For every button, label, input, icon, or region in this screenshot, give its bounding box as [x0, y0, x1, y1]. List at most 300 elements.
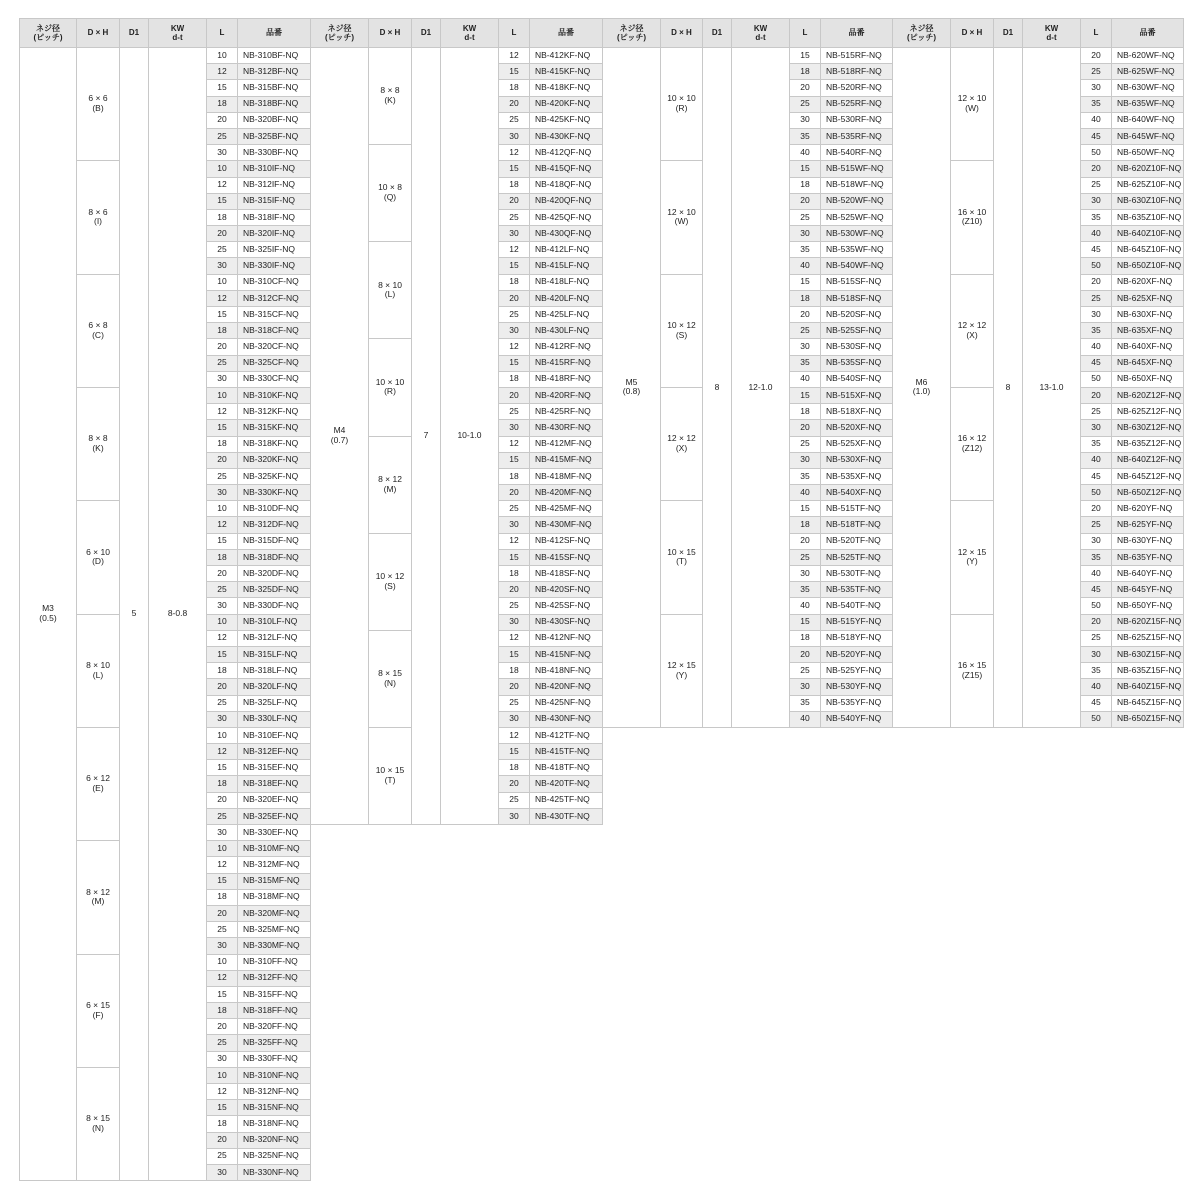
part-number-cell: NB-530TF-NQ	[821, 566, 893, 582]
dxh-cell	[661, 501, 703, 614]
length-cell: 20	[499, 290, 530, 306]
part-number-cell: NB-315EF-NQ	[238, 760, 311, 776]
dxh-size: 8 × 8	[88, 433, 108, 444]
part-number-cell: NB-310BF-NQ	[238, 48, 311, 64]
dxh-code: (Y)	[675, 669, 688, 680]
part-number-cell: NB-630XF-NQ	[1112, 307, 1184, 323]
part-number-cell: NB-520TF-NQ	[821, 533, 893, 549]
dxh-size: 10 × 10	[667, 93, 696, 104]
part-number-cell: NB-420LF-NQ	[530, 290, 603, 306]
part-number-cell: NB-635Z10F-NQ	[1112, 209, 1184, 225]
part-number-cell: NB-650Z12F-NQ	[1112, 485, 1184, 501]
length-cell: 30	[790, 566, 821, 582]
length-cell: 18	[790, 517, 821, 533]
table-body	[893, 48, 1184, 728]
length-cell: 25	[499, 112, 530, 128]
dxh-code: (K)	[92, 443, 104, 454]
length-cell: 25	[499, 598, 530, 614]
length-cell: 12	[207, 970, 238, 986]
length-cell: 15	[499, 646, 530, 662]
length-cell: 12	[207, 64, 238, 80]
dxh-size: 8 × 6	[88, 206, 108, 217]
length-cell: 35	[1081, 323, 1112, 339]
length-cell: 25	[499, 404, 530, 420]
length-cell: 30	[207, 371, 238, 387]
d1-header: D1	[412, 19, 441, 48]
length-cell: 40	[790, 598, 821, 614]
length-cell: 40	[1081, 112, 1112, 128]
part-number-cell: NB-318NF-NQ	[238, 1116, 311, 1132]
part-number-cell: NB-415NF-NQ	[530, 646, 603, 662]
part-number-cell: NB-320NF-NQ	[238, 1132, 311, 1148]
part-number-cell: NB-330DF-NQ	[238, 598, 311, 614]
dxh-code: (E)	[92, 783, 104, 794]
dxh-code: (Y)	[966, 556, 978, 567]
length-cell: 25	[790, 663, 821, 679]
length-cell: 15	[207, 80, 238, 96]
part-number-cell: NB-635XF-NQ	[1112, 323, 1184, 339]
part-number-cell: NB-325MF-NQ	[238, 922, 311, 938]
length-cell: 15	[207, 533, 238, 549]
part-number-cell: NB-515WF-NQ	[821, 161, 893, 177]
thread-header	[603, 19, 661, 48]
part-number-cell: NB-320MF-NQ	[238, 905, 311, 921]
part-number-cell: NB-515XF-NQ	[821, 387, 893, 403]
length-cell: 12	[499, 145, 530, 161]
thread-size-cell	[893, 48, 951, 728]
d1-header: D1	[994, 19, 1023, 48]
length-cell: 12	[499, 242, 530, 258]
length-cell: 15	[207, 873, 238, 889]
dt-header-label: d-t	[755, 33, 766, 42]
length-cell: 30	[1081, 420, 1112, 436]
table-header	[20, 19, 311, 48]
part-number-cell: NB-645XF-NQ	[1112, 355, 1184, 371]
length-cell: 12	[207, 517, 238, 533]
part-number-cell: NB-535WF-NQ	[821, 242, 893, 258]
length-cell: 25	[207, 582, 238, 598]
part-number-cell: NB-635WF-NQ	[1112, 96, 1184, 112]
table-header	[311, 19, 603, 48]
length-cell: 20	[1081, 387, 1112, 403]
length-cell: 25	[207, 242, 238, 258]
part-number-cell: NB-330CF-NQ	[238, 371, 311, 387]
length-cell: 30	[1081, 533, 1112, 549]
length-cell: 30	[499, 808, 530, 824]
length-cell: 35	[790, 355, 821, 371]
dxh-cell	[661, 274, 703, 387]
length-cell: 20	[790, 307, 821, 323]
part-number-header: 品番	[238, 19, 311, 48]
part-number-cell: NB-525TF-NQ	[821, 549, 893, 565]
length-cell: 18	[790, 404, 821, 420]
dxh-cell	[77, 841, 120, 954]
part-number-cell: NB-520RF-NQ	[821, 80, 893, 96]
d1-cell: 8	[994, 48, 1023, 728]
length-cell: 30	[499, 128, 530, 144]
part-number-cell: NB-650Z15F-NQ	[1112, 711, 1184, 727]
dxh-cell	[77, 1067, 120, 1180]
header-row	[603, 19, 893, 48]
length-cell: 20	[1081, 614, 1112, 630]
length-cell: 20	[499, 193, 530, 209]
part-number-cell: NB-530SF-NQ	[821, 339, 893, 355]
dxh-cell	[369, 436, 412, 533]
thread-pitch: (0.5)	[39, 613, 57, 624]
part-number-cell: NB-310EF-NQ	[238, 727, 311, 743]
length-cell: 25	[207, 922, 238, 938]
part-number-cell: NB-415TF-NQ	[530, 744, 603, 760]
dxh-header: D × H	[77, 19, 120, 48]
part-number-cell: NB-425KF-NQ	[530, 112, 603, 128]
length-cell: 18	[207, 209, 238, 225]
dxh-header: D × H	[661, 19, 703, 48]
dxh-size: 12 × 15	[667, 659, 696, 670]
length-cell: 15	[499, 549, 530, 565]
part-number-cell: NB-312EF-NQ	[238, 744, 311, 760]
dt-header-label: d-t	[464, 33, 475, 42]
dxh-size: 12 × 10	[957, 93, 987, 104]
length-cell: 20	[790, 533, 821, 549]
part-number-cell: NB-640XF-NQ	[1112, 339, 1184, 355]
part-number-cell: NB-315DF-NQ	[238, 533, 311, 549]
part-number-cell: NB-325CF-NQ	[238, 355, 311, 371]
length-cell: 12	[207, 857, 238, 873]
length-cell: 20	[499, 485, 530, 501]
pitch-header-label: (ピッチ)	[616, 33, 646, 42]
spec-table-m4	[310, 18, 603, 825]
dxh-code: (K)	[384, 95, 396, 106]
part-number-cell: NB-525WF-NQ	[821, 209, 893, 225]
length-cell: 25	[499, 209, 530, 225]
dxh-cell	[369, 145, 412, 242]
length-cell: 20	[207, 566, 238, 582]
length-cell: 18	[207, 776, 238, 792]
length-cell: 15	[207, 420, 238, 436]
part-number-cell: NB-310IF-NQ	[238, 161, 311, 177]
length-cell: 30	[790, 679, 821, 695]
length-cell: 40	[790, 711, 821, 727]
length-cell: 25	[790, 323, 821, 339]
dxh-code: (Z15)	[961, 669, 983, 680]
length-cell: 15	[207, 193, 238, 209]
length-cell: 50	[1081, 371, 1112, 387]
dxh-cell	[77, 387, 120, 500]
length-cell: 20	[1081, 161, 1112, 177]
thread-size-cell	[311, 48, 369, 825]
length-cell: 30	[1081, 193, 1112, 209]
part-number-cell: NB-430RF-NQ	[530, 420, 603, 436]
length-cell: 30	[1081, 646, 1112, 662]
length-cell: 25	[1081, 517, 1112, 533]
part-number-cell: NB-420RF-NQ	[530, 387, 603, 403]
length-cell: 20	[499, 679, 530, 695]
part-number-cell: NB-330FF-NQ	[238, 1051, 311, 1067]
part-number-cell: NB-625XF-NQ	[1112, 290, 1184, 306]
length-cell: 25	[499, 501, 530, 517]
dxh-code: (T)	[676, 556, 687, 567]
length-cell: 20	[499, 582, 530, 598]
dxh-cell	[77, 501, 120, 614]
length-cell: 12	[207, 290, 238, 306]
length-cell: 40	[1081, 452, 1112, 468]
part-number-cell: NB-310LF-NQ	[238, 614, 311, 630]
length-cell: 15	[790, 501, 821, 517]
part-number-cell: NB-535RF-NQ	[821, 128, 893, 144]
length-cell: 25	[207, 468, 238, 484]
kw-cell: 13-1.0	[1023, 48, 1081, 728]
length-cell: 20	[790, 646, 821, 662]
dxh-size: 8 × 8	[380, 85, 400, 96]
length-cell: 30	[207, 711, 238, 727]
length-cell: 25	[790, 436, 821, 452]
part-number-cell: NB-330NF-NQ	[238, 1164, 311, 1180]
dxh-cell	[369, 339, 412, 436]
table-body	[20, 48, 311, 1181]
part-number-cell: NB-530YF-NQ	[821, 679, 893, 695]
part-number-cell: NB-625WF-NQ	[1112, 64, 1184, 80]
part-number-cell: NB-312MF-NQ	[238, 857, 311, 873]
dxh-code: (C)	[92, 329, 104, 340]
dxh-code: (N)	[92, 1122, 104, 1133]
part-number-cell: NB-312IF-NQ	[238, 177, 311, 193]
part-number-cell: NB-330EF-NQ	[238, 825, 311, 841]
dxh-code: (B)	[92, 103, 104, 114]
length-cell: 20	[207, 1132, 238, 1148]
length-cell: 18	[499, 760, 530, 776]
part-number-cell: NB-420KF-NQ	[530, 96, 603, 112]
length-cell: 25	[1081, 404, 1112, 420]
part-number-cell: NB-540YF-NQ	[821, 711, 893, 727]
part-number-cell: NB-310FF-NQ	[238, 954, 311, 970]
length-cell: 18	[790, 64, 821, 80]
length-cell: 10	[207, 274, 238, 290]
part-number-cell: NB-530WF-NQ	[821, 226, 893, 242]
thread-header-label: ネジ径	[36, 23, 60, 33]
length-cell: 15	[499, 452, 530, 468]
length-cell: 18	[790, 177, 821, 193]
dxh-cell	[77, 954, 120, 1067]
spec-table-m5	[602, 18, 893, 728]
thread-header	[893, 19, 951, 48]
part-number-cell: NB-330BF-NQ	[238, 145, 311, 161]
length-cell: 10	[207, 727, 238, 743]
part-number-cell: NB-320DF-NQ	[238, 566, 311, 582]
part-number-cell: NB-625Z15F-NQ	[1112, 630, 1184, 646]
dxh-code: (W)	[965, 103, 979, 114]
length-cell: 20	[207, 226, 238, 242]
length-cell: 15	[499, 64, 530, 80]
length-cell: 18	[207, 96, 238, 112]
dxh-size: 10 × 15	[375, 765, 405, 776]
part-number-cell: NB-318BF-NQ	[238, 96, 311, 112]
length-cell: 35	[790, 695, 821, 711]
length-cell: 18	[499, 177, 530, 193]
part-number-cell: NB-415MF-NQ	[530, 452, 603, 468]
thread-pitch: (1.0)	[912, 386, 931, 397]
dxh-size: 16 × 10	[957, 206, 987, 217]
length-cell: 30	[207, 1164, 238, 1180]
part-number-cell: NB-518SF-NQ	[821, 290, 893, 306]
part-number-cell: NB-412TF-NQ	[530, 727, 603, 743]
part-number-cell: NB-312BF-NQ	[238, 64, 311, 80]
length-cell: 20	[1081, 48, 1112, 64]
part-number-cell: NB-425RF-NQ	[530, 404, 603, 420]
dxh-size: 12 × 12	[667, 433, 696, 444]
length-cell: 40	[1081, 339, 1112, 355]
part-number-cell: NB-320CF-NQ	[238, 339, 311, 355]
length-cell: 12	[499, 533, 530, 549]
length-cell: 25	[1081, 64, 1112, 80]
length-cell: 25	[790, 549, 821, 565]
part-number-cell: NB-520SF-NQ	[821, 307, 893, 323]
length-cell: 30	[790, 226, 821, 242]
part-number-cell: NB-418LF-NQ	[530, 274, 603, 290]
part-number-cell: NB-318CF-NQ	[238, 323, 311, 339]
length-cell: 12	[499, 48, 530, 64]
part-number-cell: NB-535SF-NQ	[821, 355, 893, 371]
length-cell: 30	[499, 614, 530, 630]
length-cell: 18	[499, 274, 530, 290]
part-number-cell: NB-325DF-NQ	[238, 582, 311, 598]
part-number-cell: NB-625Z10F-NQ	[1112, 177, 1184, 193]
part-number-cell: NB-412SF-NQ	[530, 533, 603, 549]
length-cell: 40	[1081, 679, 1112, 695]
part-number-cell: NB-515RF-NQ	[821, 48, 893, 64]
kw-header-label: KW	[1044, 23, 1059, 33]
length-cell: 15	[499, 161, 530, 177]
part-number-cell: NB-430SF-NQ	[530, 614, 603, 630]
part-number-cell: NB-635Z12F-NQ	[1112, 436, 1184, 452]
dxh-size: 8 × 10	[378, 279, 402, 290]
dxh-cell	[77, 727, 120, 840]
length-cell: 18	[499, 663, 530, 679]
length-cell: 30	[499, 323, 530, 339]
part-number-cell: NB-420NF-NQ	[530, 679, 603, 695]
part-number-cell: NB-415LF-NQ	[530, 258, 603, 274]
part-number-cell: NB-630Z10F-NQ	[1112, 193, 1184, 209]
kw-header-label: KW	[753, 23, 768, 33]
part-number-cell: NB-640Z15F-NQ	[1112, 679, 1184, 695]
length-cell: 20	[207, 679, 238, 695]
dxh-code: (M)	[383, 483, 397, 494]
dxh-size: 8 × 10	[86, 659, 110, 670]
dxh-code: (I)	[93, 216, 103, 227]
length-cell: 15	[207, 646, 238, 662]
length-cell: 20	[499, 776, 530, 792]
length-cell: 10	[207, 48, 238, 64]
kw-header	[441, 19, 499, 48]
d1-cell: 5	[120, 48, 149, 1181]
length-cell: 18	[790, 630, 821, 646]
part-number-cell: NB-315LF-NQ	[238, 646, 311, 662]
dxh-cell	[661, 387, 703, 500]
part-number-cell: NB-645YF-NQ	[1112, 582, 1184, 598]
length-cell: 18	[499, 80, 530, 96]
dxh-code: (L)	[92, 669, 104, 680]
dxh-header: D × H	[951, 19, 994, 48]
part-number-cell: NB-330IF-NQ	[238, 258, 311, 274]
part-number-cell: NB-320BF-NQ	[238, 112, 311, 128]
part-number-cell: NB-412MF-NQ	[530, 436, 603, 452]
part-number-cell: NB-420TF-NQ	[530, 776, 603, 792]
thread-pitch: (0.8)	[622, 386, 641, 397]
part-number-cell: NB-418MF-NQ	[530, 468, 603, 484]
part-number-cell: NB-430LF-NQ	[530, 323, 603, 339]
length-cell: 20	[207, 112, 238, 128]
dxh-size: 6 × 10	[86, 546, 110, 557]
dxh-size: 6 × 15	[86, 999, 110, 1010]
part-number-cell: NB-418NF-NQ	[530, 663, 603, 679]
length-cell: 30	[499, 711, 530, 727]
part-number-cell: NB-518YF-NQ	[821, 630, 893, 646]
length-cell: 10	[207, 161, 238, 177]
part-number-cell: NB-635Z15F-NQ	[1112, 663, 1184, 679]
part-number-cell: NB-318LF-NQ	[238, 663, 311, 679]
part-number-cell: NB-430NF-NQ	[530, 711, 603, 727]
dxh-size: 8 × 12	[86, 886, 110, 897]
part-number-cell: NB-320IF-NQ	[238, 226, 311, 242]
part-number-cell: NB-540SF-NQ	[821, 371, 893, 387]
length-cell: 20	[499, 96, 530, 112]
length-cell: 15	[790, 274, 821, 290]
pitch-header-label: (ピッチ)	[324, 33, 354, 42]
length-cell: 15	[499, 258, 530, 274]
dxh-cell	[77, 48, 120, 161]
dxh-code: (Z10)	[961, 216, 983, 227]
length-cell: 20	[1081, 274, 1112, 290]
dxh-size: 16 × 12	[957, 433, 987, 444]
dxh-cell	[369, 727, 412, 824]
part-number-cell: NB-430KF-NQ	[530, 128, 603, 144]
length-cell: 20	[1081, 501, 1112, 517]
part-number-cell: NB-325BF-NQ	[238, 128, 311, 144]
part-number-cell: NB-412RF-NQ	[530, 339, 603, 355]
length-cell: 12	[499, 727, 530, 743]
thread-size: M5	[625, 376, 638, 387]
length-cell: 25	[790, 209, 821, 225]
part-number-cell: NB-325KF-NQ	[238, 468, 311, 484]
length-cell: 18	[207, 1003, 238, 1019]
part-number-cell: NB-645WF-NQ	[1112, 128, 1184, 144]
part-number-cell: NB-518WF-NQ	[821, 177, 893, 193]
dxh-size: 16 × 15	[957, 659, 987, 670]
dxh-code: (D)	[92, 556, 104, 567]
part-number-cell: NB-325IF-NQ	[238, 242, 311, 258]
part-number-cell: NB-620XF-NQ	[1112, 274, 1184, 290]
part-number-cell: NB-650WF-NQ	[1112, 145, 1184, 161]
part-number-cell: NB-630Z12F-NQ	[1112, 420, 1184, 436]
dxh-cell	[951, 48, 994, 161]
length-cell: 45	[1081, 355, 1112, 371]
length-cell: 30	[499, 226, 530, 242]
length-cell: 15	[499, 744, 530, 760]
thread-header-label: ネジ径	[619, 23, 644, 33]
part-number-cell: NB-635YF-NQ	[1112, 549, 1184, 565]
length-cell: 30	[207, 825, 238, 841]
part-number-cell: NB-420QF-NQ	[530, 193, 603, 209]
dxh-size: 8 × 15	[86, 1113, 110, 1124]
part-number-cell: NB-330LF-NQ	[238, 711, 311, 727]
length-cell: 18	[499, 468, 530, 484]
part-number-cell: NB-630WF-NQ	[1112, 80, 1184, 96]
dt-header-label: d-t	[1046, 33, 1057, 42]
length-cell: 12	[207, 1084, 238, 1100]
dxh-code: (T)	[384, 774, 396, 785]
dxh-size: 10 × 12	[667, 320, 696, 331]
dxh-size: 6 × 6	[88, 93, 108, 104]
dxh-header: D × H	[369, 19, 412, 48]
